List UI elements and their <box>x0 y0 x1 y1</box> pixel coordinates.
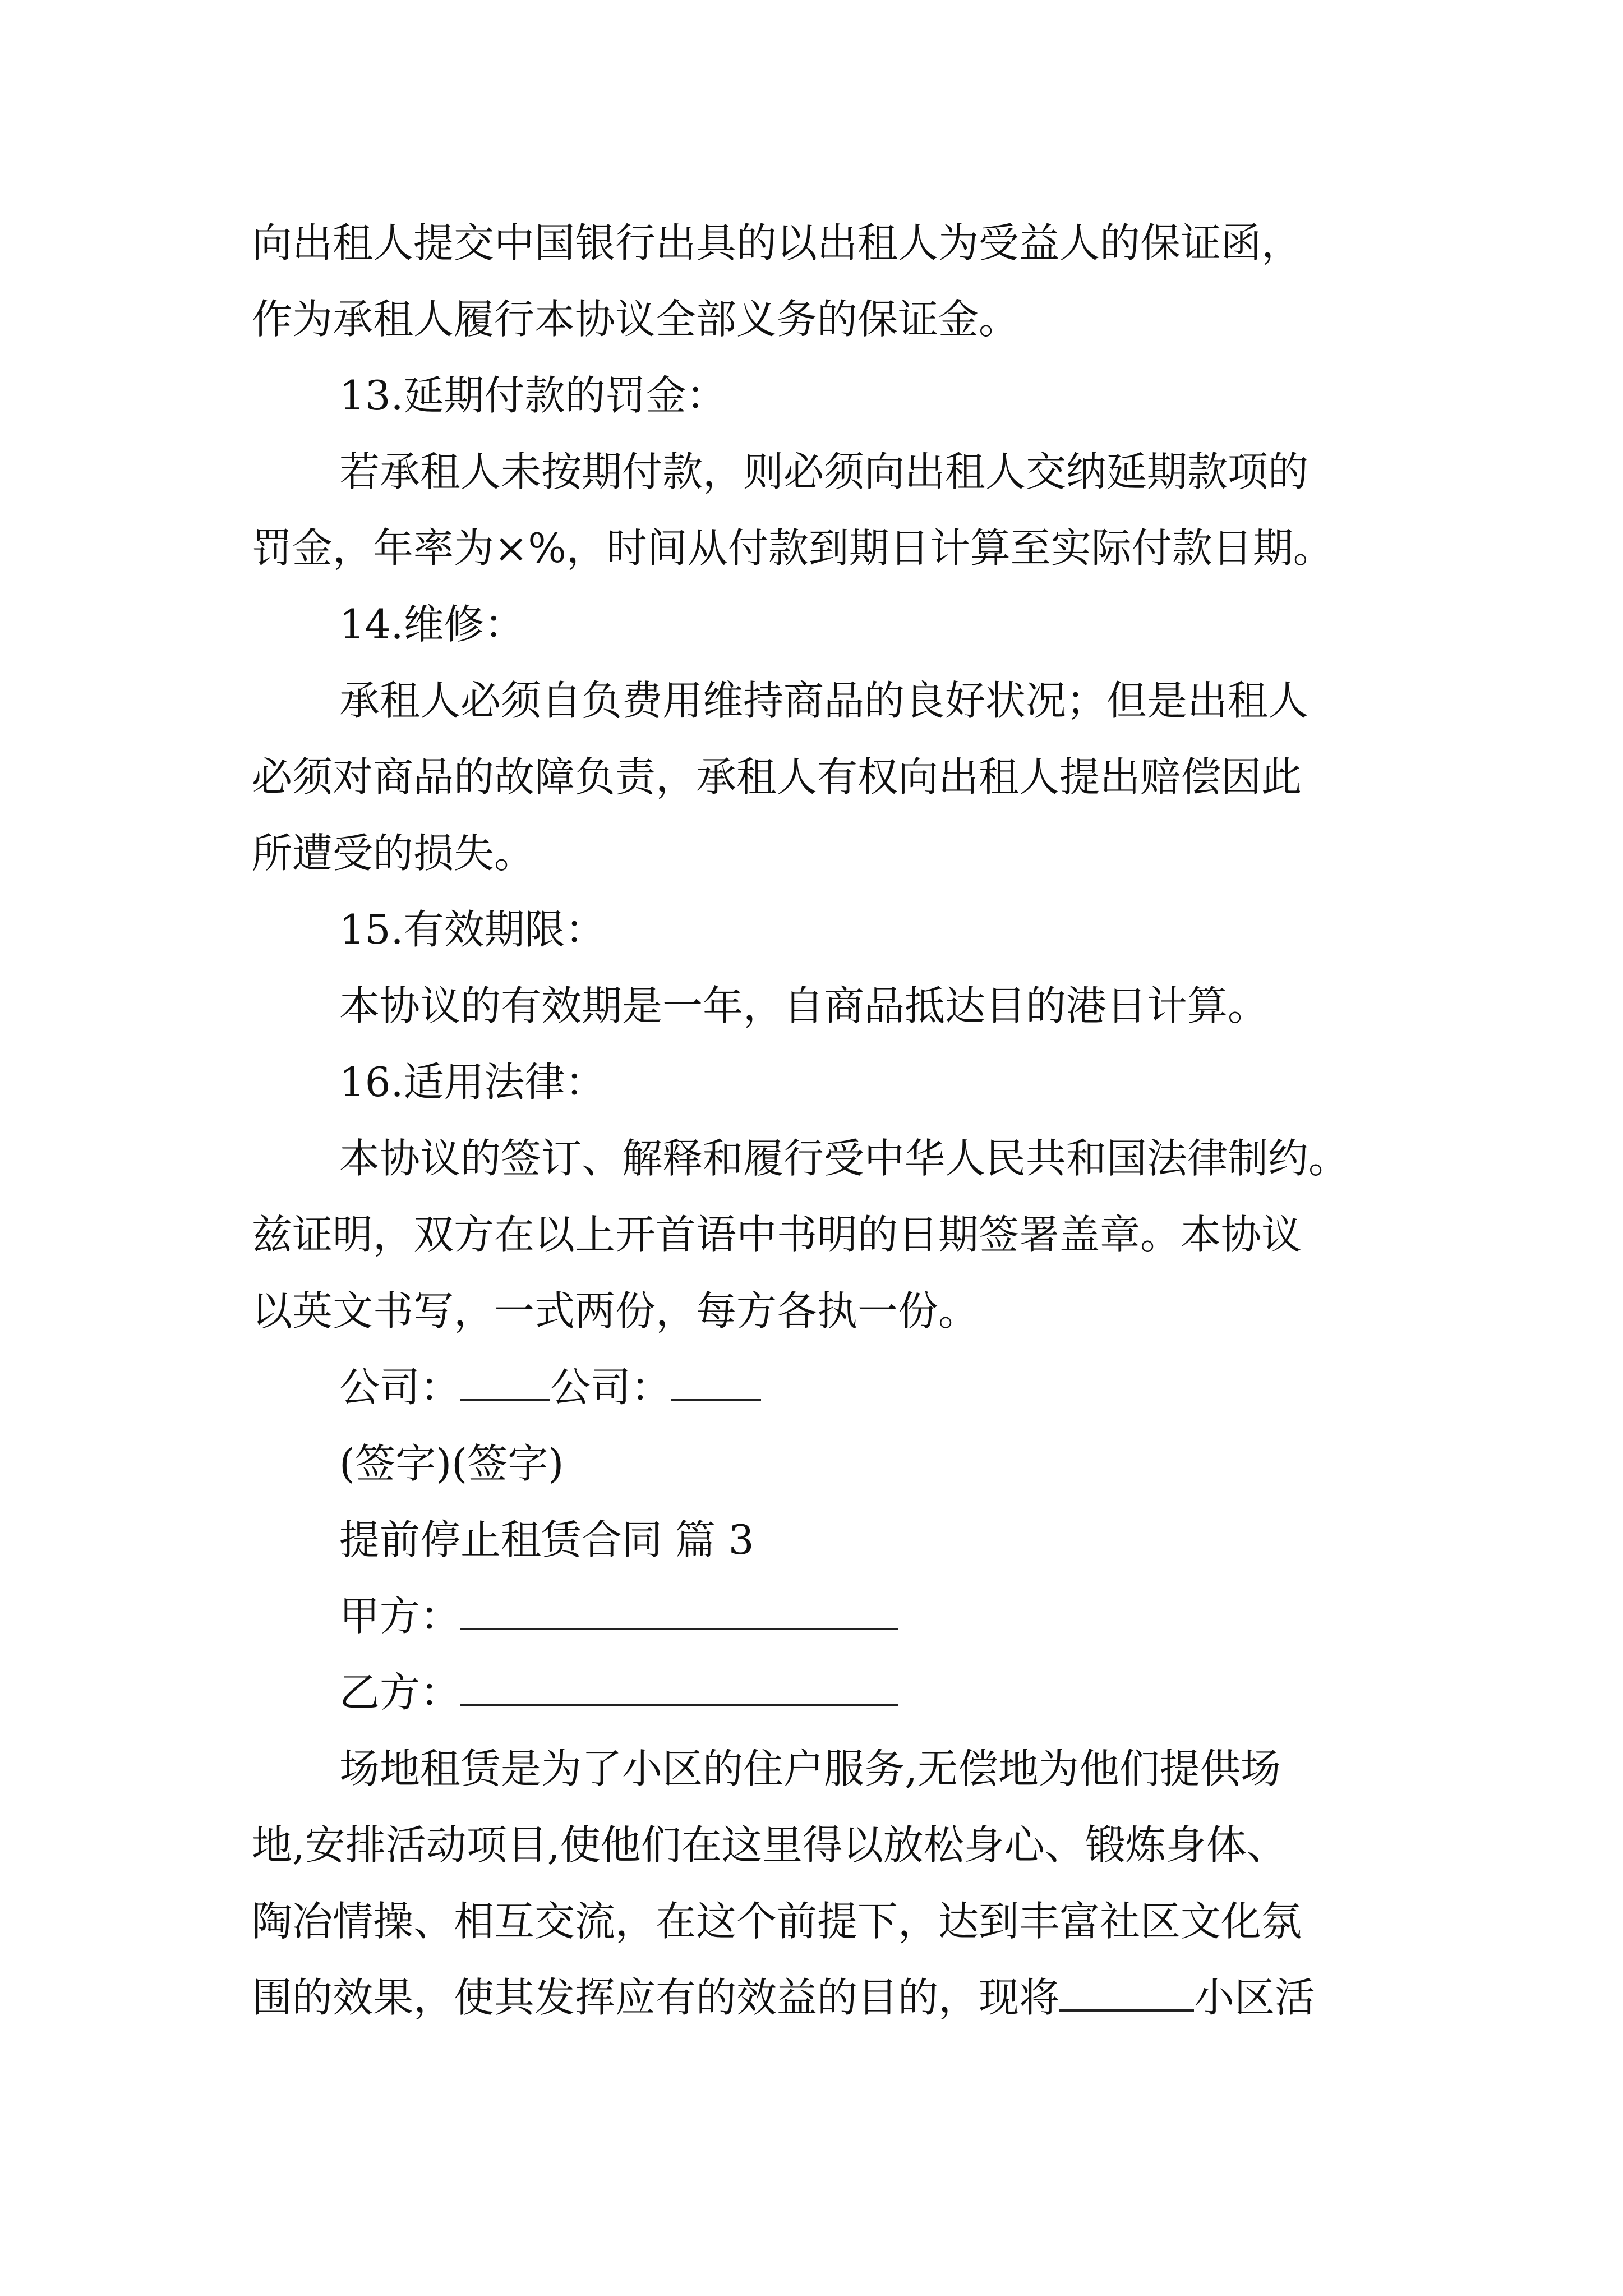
party-b-line <box>0 1665 1623 1719</box>
text-line: 若承租人未按期付款，则必须向出租人交纳延期款项的 <box>339 448 1309 495</box>
final-text-b: 小区活 <box>1194 1974 1316 2021</box>
community-name-blank[interactable] <box>1059 1976 1194 2012</box>
text-line: 向出租人提交中国银行出具的以出租人为受益人的保证函， <box>252 219 1302 266</box>
text-line: 场地租赁是为了小区的住户服务,无偿地为他们提供场 <box>339 1745 1281 1792</box>
clause-heading-15: 15.有效期限： <box>339 906 606 953</box>
text-line: 必须对商品的故障负责，承租人有权向出租人提出赔偿因此 <box>252 753 1302 800</box>
company-blank-2[interactable] <box>671 1365 761 1401</box>
company-blank-1[interactable] <box>460 1365 550 1401</box>
section-title: 提前停止租赁合同 篇 3 <box>339 1516 754 1563</box>
party-a-blank[interactable] <box>460 1594 898 1630</box>
party-a-line <box>0 1589 1623 1643</box>
company-label-2: 公司： <box>550 1364 672 1411</box>
text-line: 本协议的有效期是一年，自商品抵达目的港日计算。 <box>339 982 1269 1029</box>
party-a-label: 甲方： <box>339 1593 461 1640</box>
text-line: 陶冶情操、相互交流，在这个前提下，达到丰富社区文化氛 <box>252 1898 1302 1945</box>
text-line: 地,安排活动项目,使他们在这里得以放松身心、锻炼身体、 <box>252 1821 1287 1869</box>
clause-heading-14: 14.维修： <box>339 601 525 648</box>
text-line: 作为承租人履行本协议全部义务的保证金。 <box>252 296 1020 343</box>
signature-note: (签字)(签字) <box>339 1440 564 1487</box>
party-b-blank[interactable] <box>460 1671 898 1706</box>
text-line: 罚金，年率为×%，时间从付款到期日计算至实际付款日期。 <box>252 524 1334 572</box>
text-line: 所遭受的损失。 <box>252 830 535 877</box>
company-label-1: 公司： <box>339 1364 461 1411</box>
final-text-a: 围的效果，使其发挥应有的效益的目的，现将 <box>252 1974 1060 2021</box>
text-line: 兹证明，双方在以上开首语中书明的日期签署盖章。本协议 <box>252 1211 1302 1258</box>
text-line: 承租人必须自负费用维持商品的良好状况；但是出租人 <box>339 677 1309 724</box>
party-b-label: 乙方： <box>339 1669 461 1716</box>
text-line: 以英文书写，一式两份，每方各执一份。 <box>252 1287 979 1335</box>
clause-heading-16: 16.适用法律： <box>339 1059 606 1106</box>
text-line: 本协议的签订、解释和履行受中华人民共和国法律制约。 <box>339 1135 1349 1182</box>
clause-heading-13: 13.延期付款的罚金： <box>339 372 727 419</box>
signature-company-line <box>0 1360 1623 1414</box>
text-line-final <box>0 1971 1623 2024</box>
